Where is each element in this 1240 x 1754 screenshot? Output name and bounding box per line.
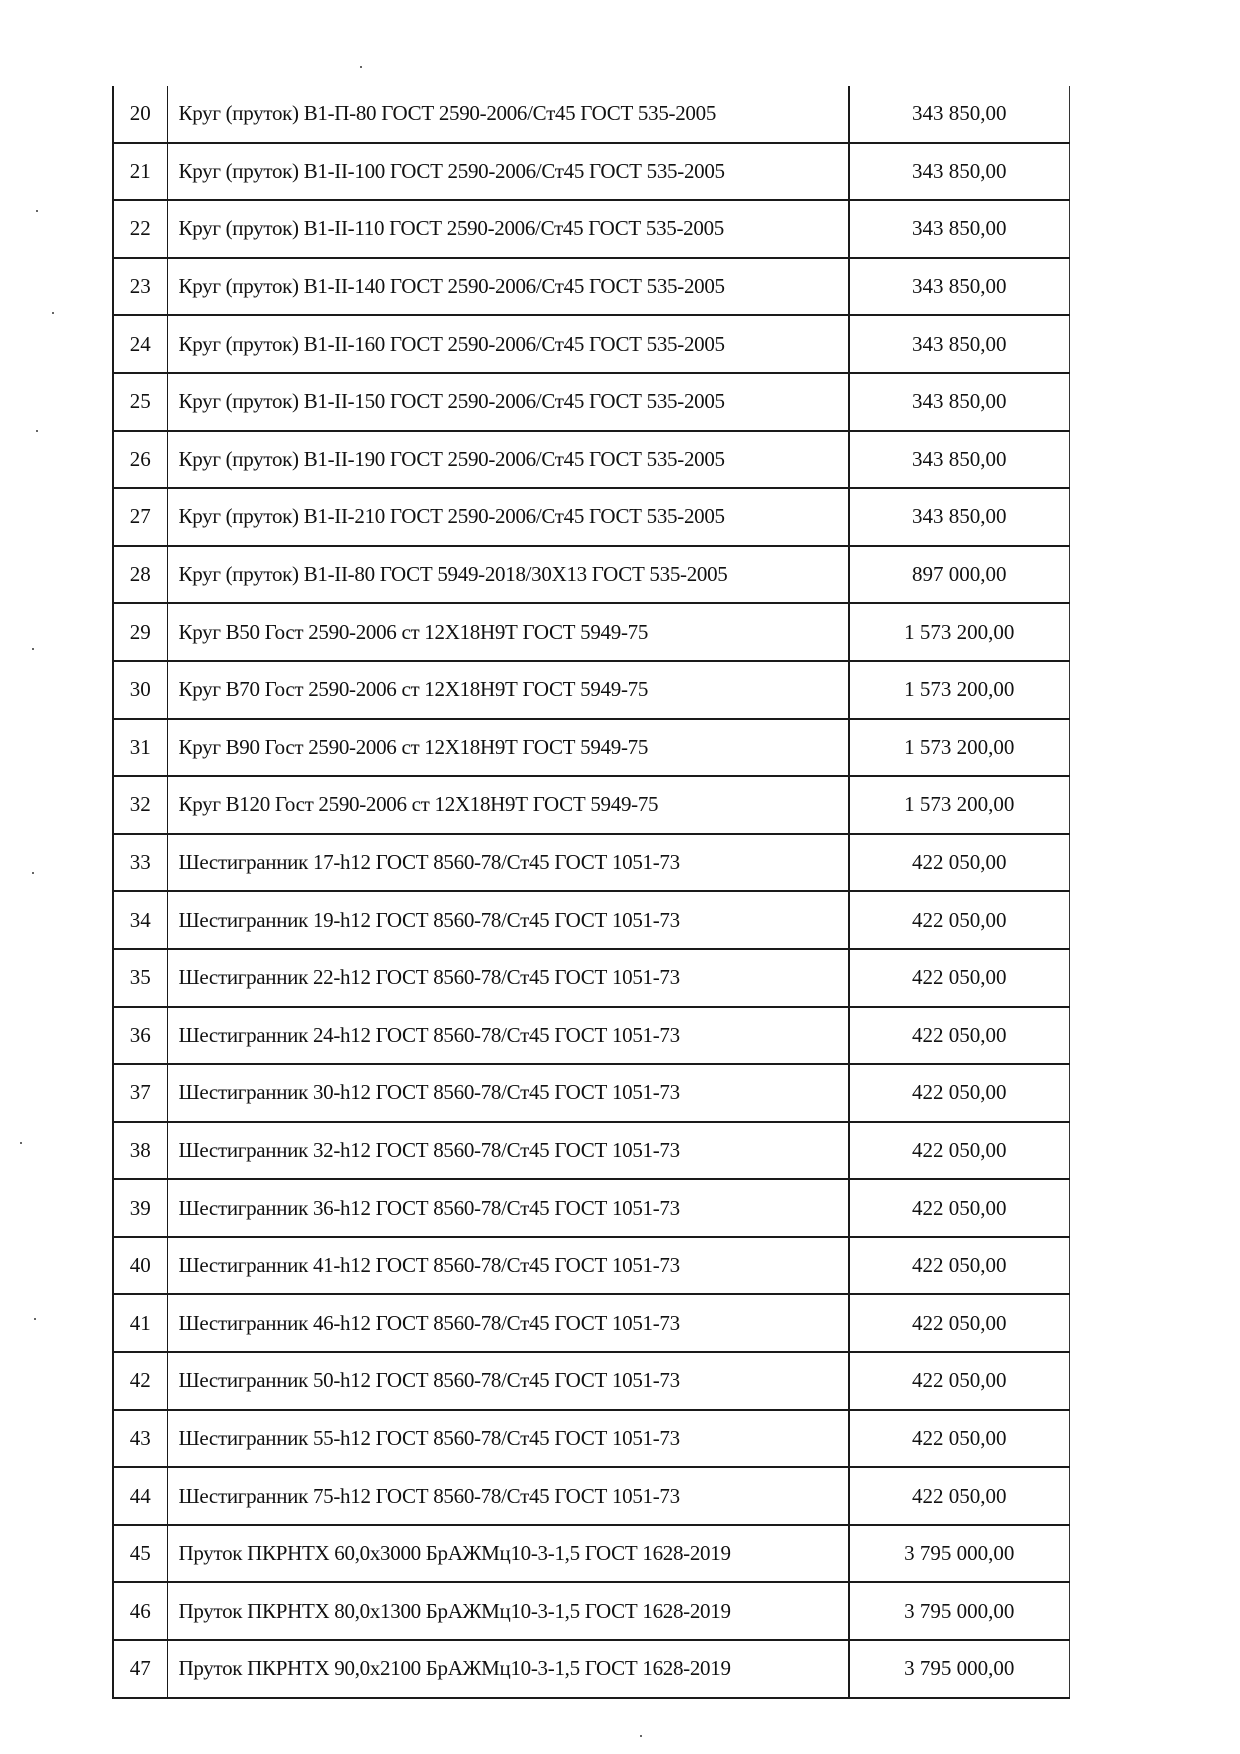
- item-price: 1 573 200,00: [849, 603, 1069, 661]
- table-row: [113, 143, 1069, 201]
- item-price: 422 050,00: [849, 1294, 1069, 1352]
- item-price: 3 795 000,00: [849, 1640, 1069, 1698]
- row-number: 44: [113, 1467, 167, 1525]
- scan-speck: [640, 1735, 642, 1737]
- table-row: [113, 834, 1069, 892]
- table-row: [113, 1179, 1069, 1237]
- table-row: [113, 1582, 1069, 1640]
- row-number: 46: [113, 1582, 167, 1640]
- row-number: 21: [113, 143, 167, 201]
- item-name: Круг (пруток) В1-II-160 ГОСТ 2590-2006/Ст45 ГОСТ 535-2005: [167, 315, 849, 373]
- row-number: 45: [113, 1525, 167, 1583]
- table-row: [113, 431, 1069, 489]
- table-row: [113, 1410, 1069, 1468]
- table-row: [113, 1237, 1069, 1295]
- item-name: Пруток ПКРНТХ 80,0х1300 БрАЖМц10-3-1,5 ГОСТ 1628-2019: [167, 1582, 849, 1640]
- row-number: 32: [113, 776, 167, 834]
- item-name: Шестигранник 30-h12 ГОСТ 8560-78/Ст45 ГОСТ 1051-73: [167, 1064, 849, 1122]
- row-number: 22: [113, 200, 167, 258]
- table-row: [113, 258, 1069, 316]
- items-price-table: [112, 86, 1070, 1699]
- item-name: Круг (пруток) В1-II-190 ГОСТ 2590-2006/Ст45 ГОСТ 535-2005: [167, 431, 849, 489]
- item-name: Круг В50 Гост 2590-2006 ст 12Х18Н9Т ГОСТ 5949-75: [167, 603, 849, 661]
- item-name: Шестигранник 55-h12 ГОСТ 8560-78/Ст45 ГОСТ 1051-73: [167, 1410, 849, 1468]
- item-price: 343 850,00: [849, 200, 1069, 258]
- item-price: 422 050,00: [849, 834, 1069, 892]
- table-row: [113, 719, 1069, 777]
- item-price: 343 850,00: [849, 315, 1069, 373]
- table-row: [113, 315, 1069, 373]
- item-name: Шестигранник 17-h12 ГОСТ 8560-78/Ст45 ГОСТ 1051-73: [167, 834, 849, 892]
- table-row: [113, 1352, 1069, 1410]
- row-number: 35: [113, 949, 167, 1007]
- table-row: [113, 546, 1069, 604]
- row-number: 29: [113, 603, 167, 661]
- item-price: 422 050,00: [849, 1064, 1069, 1122]
- scan-speck: [36, 210, 38, 212]
- item-price: 3 795 000,00: [849, 1582, 1069, 1640]
- item-price: 422 050,00: [849, 1122, 1069, 1180]
- item-price: 1 573 200,00: [849, 661, 1069, 719]
- table-row: [113, 200, 1069, 258]
- item-price: 422 050,00: [849, 1352, 1069, 1410]
- item-name: Круг (пруток) В1-II-80 ГОСТ 5949-2018/30Х13 ГОСТ 535-2005: [167, 546, 849, 604]
- row-number: 33: [113, 834, 167, 892]
- table-row: [113, 1122, 1069, 1180]
- item-price: 422 050,00: [849, 1467, 1069, 1525]
- row-number: 28: [113, 546, 167, 604]
- scan-speck: [20, 1142, 22, 1144]
- row-number: 26: [113, 431, 167, 489]
- item-name: Шестигранник 50-h12 ГОСТ 8560-78/Ст45 ГОСТ 1051-73: [167, 1352, 849, 1410]
- scan-speck: [34, 1318, 36, 1320]
- row-number: 34: [113, 891, 167, 949]
- item-name: Круг В70 Гост 2590-2006 ст 12Х18Н9Т ГОСТ 5949-75: [167, 661, 849, 719]
- row-number: 36: [113, 1007, 167, 1065]
- row-number: 31: [113, 719, 167, 777]
- item-price: 343 850,00: [849, 258, 1069, 316]
- item-name: Шестигранник 75-h12 ГОСТ 8560-78/Ст45 ГОСТ 1051-73: [167, 1467, 849, 1525]
- table-row: [113, 949, 1069, 1007]
- item-price: 343 850,00: [849, 488, 1069, 546]
- table-row: [113, 373, 1069, 431]
- item-price: 422 050,00: [849, 1007, 1069, 1065]
- table-row: [113, 1064, 1069, 1122]
- row-number: 47: [113, 1640, 167, 1698]
- row-number: 43: [113, 1410, 167, 1468]
- item-price: 1 573 200,00: [849, 776, 1069, 834]
- item-price: 422 050,00: [849, 891, 1069, 949]
- item-price: 3 795 000,00: [849, 1525, 1069, 1583]
- item-price: 343 850,00: [849, 373, 1069, 431]
- table-row: [113, 1640, 1069, 1698]
- row-number: 42: [113, 1352, 167, 1410]
- table-row: [113, 488, 1069, 546]
- item-price: 343 850,00: [849, 86, 1069, 143]
- scan-speck: [360, 66, 362, 68]
- item-name: Круг (пруток) В1-II-140 ГОСТ 2590-2006/Ст45 ГОСТ 535-2005: [167, 258, 849, 316]
- item-name: Пруток ПКРНТХ 90,0х2100 БрАЖМц10-3-1,5 ГОСТ 1628-2019: [167, 1640, 849, 1698]
- item-name: Шестигранник 22-h12 ГОСТ 8560-78/Ст45 ГОСТ 1051-73: [167, 949, 849, 1007]
- item-name: Круг (пруток) В1-II-210 ГОСТ 2590-2006/Ст45 ГОСТ 535-2005: [167, 488, 849, 546]
- item-name: Круг (пруток) В1-II-150 ГОСТ 2590-2006/Ст45 ГОСТ 535-2005: [167, 373, 849, 431]
- row-number: 37: [113, 1064, 167, 1122]
- item-price: 897 000,00: [849, 546, 1069, 604]
- item-price: 343 850,00: [849, 431, 1069, 489]
- item-price: 422 050,00: [849, 1237, 1069, 1295]
- row-number: 41: [113, 1294, 167, 1352]
- table-row: [113, 603, 1069, 661]
- item-name: Круг (пруток) В1-II-100 ГОСТ 2590-2006/Ст45 ГОСТ 535-2005: [167, 143, 849, 201]
- table-row: [113, 1007, 1069, 1065]
- table-row: [113, 776, 1069, 834]
- row-number: 23: [113, 258, 167, 316]
- item-name: Круг (пруток) В1-П-80 ГОСТ 2590-2006/Ст45 ГОСТ 535-2005: [167, 86, 849, 143]
- item-name: Шестигранник 46-h12 ГОСТ 8560-78/Ст45 ГОСТ 1051-73: [167, 1294, 849, 1352]
- scan-speck: [32, 648, 34, 650]
- scan-speck: [52, 312, 54, 314]
- row-number: 30: [113, 661, 167, 719]
- table-row: [113, 86, 1069, 143]
- item-price: 422 050,00: [849, 949, 1069, 1007]
- scan-speck: [36, 430, 38, 432]
- item-name: Круг В120 Гост 2590-2006 ст 12Х18Н9Т ГОСТ 5949-75: [167, 776, 849, 834]
- item-price: 422 050,00: [849, 1410, 1069, 1468]
- items-table-body: [113, 86, 1069, 1698]
- row-number: 40: [113, 1237, 167, 1295]
- row-number: 27: [113, 488, 167, 546]
- item-name: Круг В90 Гост 2590-2006 ст 12Х18Н9Т ГОСТ 5949-75: [167, 719, 849, 777]
- table-row: [113, 1467, 1069, 1525]
- scan-speck: [32, 872, 34, 874]
- table-row: [113, 1525, 1069, 1583]
- item-name: Шестигранник 19-h12 ГОСТ 8560-78/Ст45 ГОСТ 1051-73: [167, 891, 849, 949]
- table-row: [113, 891, 1069, 949]
- item-name: Пруток ПКРНТХ 60,0х3000 БрАЖМц10-3-1,5 ГОСТ 1628-2019: [167, 1525, 849, 1583]
- item-name: Шестигранник 36-h12 ГОСТ 8560-78/Ст45 ГОСТ 1051-73: [167, 1179, 849, 1237]
- item-price: 422 050,00: [849, 1179, 1069, 1237]
- row-number: 24: [113, 315, 167, 373]
- item-name: Шестигранник 32-h12 ГОСТ 8560-78/Ст45 ГОСТ 1051-73: [167, 1122, 849, 1180]
- item-price: 1 573 200,00: [849, 719, 1069, 777]
- row-number: 20: [113, 86, 167, 143]
- row-number: 25: [113, 373, 167, 431]
- table-row: [113, 1294, 1069, 1352]
- item-price: 343 850,00: [849, 143, 1069, 201]
- table-row: [113, 661, 1069, 719]
- item-name: Шестигранник 41-h12 ГОСТ 8560-78/Ст45 ГОСТ 1051-73: [167, 1237, 849, 1295]
- row-number: 38: [113, 1122, 167, 1180]
- row-number: 39: [113, 1179, 167, 1237]
- item-name: Круг (пруток) В1-II-110 ГОСТ 2590-2006/Ст45 ГОСТ 535-2005: [167, 200, 849, 258]
- item-name: Шестигранник 24-h12 ГОСТ 8560-78/Ст45 ГОСТ 1051-73: [167, 1007, 849, 1065]
